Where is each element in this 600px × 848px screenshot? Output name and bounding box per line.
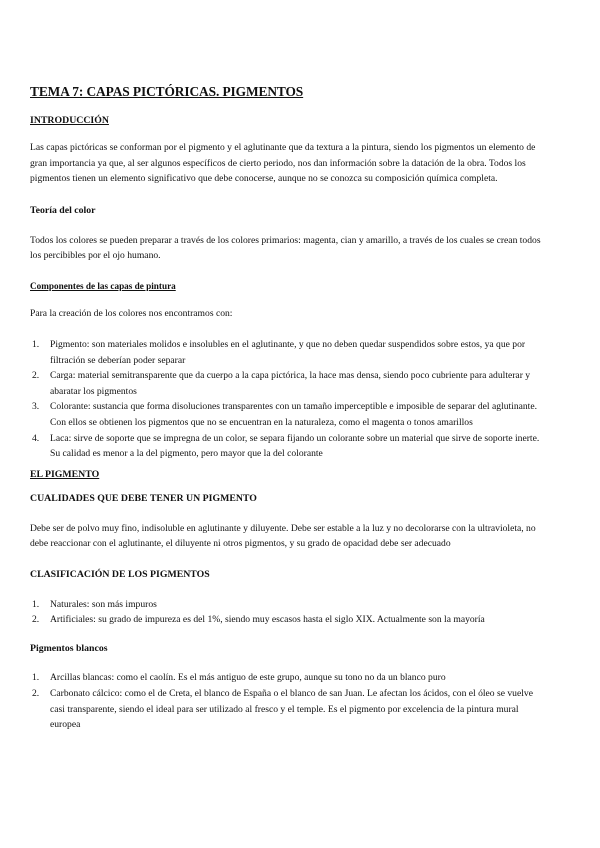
list-item [30,368,542,399]
list-item-text: Laca: sirve de soporte que se impregna de un color, se separa fijando un colorante sobre un material que sirve de soporte inerte. Su calidad es menor a la del pigmento, pero mayor que la del colorante [50,432,540,460]
list-number: 1. [32,672,40,684]
color-theory-heading: Teoría del color [30,204,96,216]
list-item-text: Carbonato cálcico: como el de Creta, el blanco de España o el blanco de san Juan. Le afectan los ácidos, con el óleo se vuelve casi transparente, siendo el ideal para ser utilizado al fresco y el temple. Es el pigmento por excelencia de la pintura mural europea [50,688,533,731]
qualities-heading: CUALIDADES QUE DEBE TENER UN PIGMENTO [30,493,257,505]
classification-heading: CLASIFICACIÓN DE LOS PIGMENTOS [30,569,210,581]
white-pigments-list [30,670,542,732]
list-number: 2. [32,688,40,700]
list-number: 2. [32,370,40,382]
components-list [30,337,542,462]
list-item [30,686,542,733]
white-pigments-heading: Pigmentos blancos [30,642,108,654]
list-item-text: Pigmento: son materiales molidos e insolubles en el aglutinante, y que no deben quedar suspendidos sobre estos, ya que por filtración se deberían poder separar [50,338,526,366]
list-item-text: Arcillas blancas: como el caolín. Es el más antiguo de este grupo, aunque su tono no da un blanco puro [50,672,446,684]
list-item-text: Artificiales: su grado de impureza es del 1%, siendo muy escasos hasta el siglo XIX. Actualmente son la mayoría [50,614,485,626]
components-intro: Para la creación de los colores nos encontramos con: [30,308,233,320]
list-item-text: Colorante: sustancia que forma disoluciones transparentes con un tamaño imperceptible e imposible de separar del aglutinante. Con ellos se obtienen los pigmentos que no se encuentran en la naturaleza, como el magenta o tonos amarillos [50,401,537,428]
list-number: 1. [32,338,40,350]
color-theory-paragraph: Todos los colores se pueden preparar a través de los colores primarios: magenta, cian y amarillo, a través de los cuales se crean todos los percibibles por el ojo humano. [30,234,541,262]
list-item [30,612,542,628]
list-item [30,399,542,430]
qualities-paragraph: Debe ser de polvo muy fino, indisoluble en aglutinante y diluyente. Debe ser estable a la luz y no decolorarse con la ultravioleta, no debe reaccionar con el aglutinante, el diluyente ni otros pigmentos, y su grado de opacidad debe ser adecuado [30,522,536,550]
components-heading: Componentes de las capas de pintura [30,280,176,291]
page-title: TEMA 7: CAPAS PICTÓRICAS. PIGMENTOS [30,84,304,99]
intro-heading: INTRODUCCIÓN [30,114,109,126]
list-item [30,670,542,686]
list-item-text: Naturales: son más impuros [50,598,157,610]
list-item [30,337,542,368]
pigment-heading: EL PIGMENTO [30,468,100,480]
intro-paragraph: Las capas pictóricas se conforman por el pigmento y el aglutinante que da textura a la pintura, siendo los pigmentos un elemento de gran importancia ya que, al ser algunos específicos de cierto periodo, nos dan información sobre la datación de la obra. Todos los pigmentos tienen un elemento significativo que debe conocerse, aunque no se conozca su composición química completa. [30,142,536,185]
list-number: 1. [32,598,40,610]
list-number: 2. [32,614,40,626]
document-body [30,84,542,733]
list-item-text: Carga: material semitransparente que da cuerpo a la capa pictórica, la hace mas densa, siendo poco cubriente para adulterar y abaratar los pigmentos [50,370,531,397]
list-number: 3. [32,401,40,413]
list-number: 4. [32,432,40,444]
list-item [30,597,542,613]
list-item [30,431,542,462]
classification-list [30,597,542,628]
